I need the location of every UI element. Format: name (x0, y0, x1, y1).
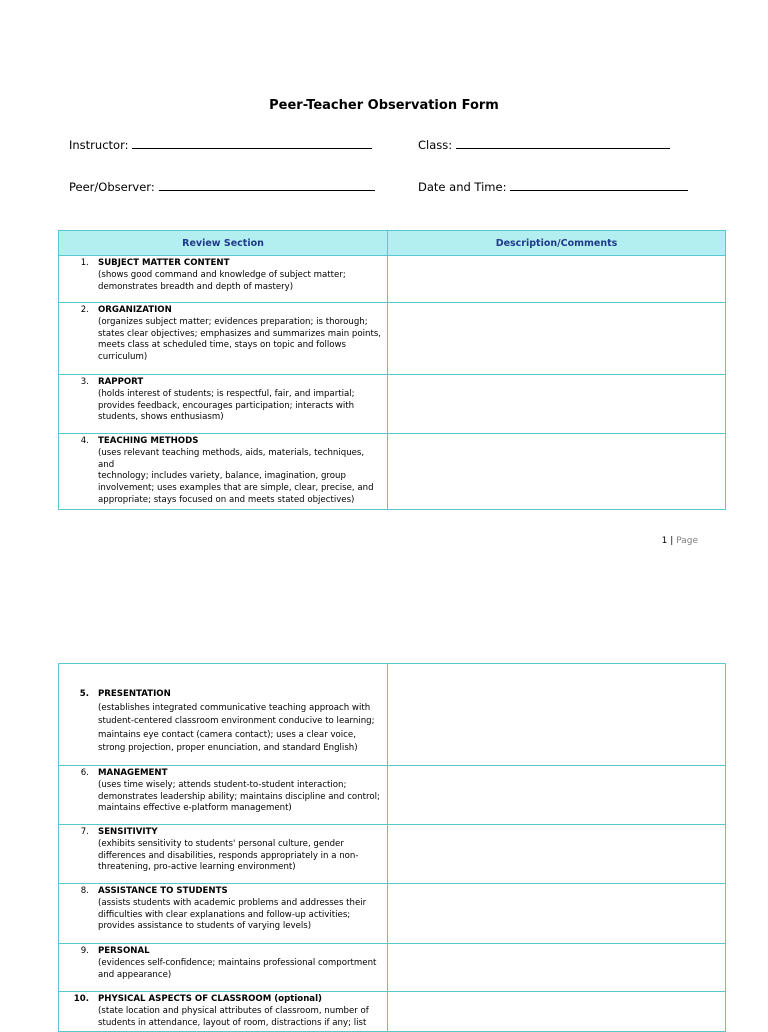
review-table-page2 (58, 663, 726, 1032)
datetime-field (418, 179, 688, 194)
review-table-page1 (58, 230, 726, 510)
review-item-physical-aspects: 10. PHYSICAL ASPECTS OF CLASSROOM (optional) (state location and physical attributes of classroom, number of students in attendance, layout of room, distractions if any; list (73, 994, 369, 1028)
table-row (59, 303, 726, 375)
review-item-management: 6. MANAGEMENT (uses time wisely; attends student-to-student interaction; demonstrates leadership ability; maintains discipline and control; maintains effective e-platform management) (80, 768, 380, 814)
datetime-blank[interactable] (510, 179, 688, 191)
page-separator: | (670, 536, 674, 546)
observer-field (69, 179, 375, 194)
comment-cell[interactable] (388, 992, 726, 1032)
table-row (59, 434, 726, 510)
review-section-header: Review Section (59, 231, 388, 256)
datetime-label: Date and Time: (418, 180, 507, 194)
instructor-field (69, 137, 372, 152)
table-row (59, 992, 726, 1032)
review-item-rapport: 3. RAPPORT (holds interest of students; is respectful, fair, and impartial; provides feedback, encourages participation; interacts with students, shows enthusiasm) (80, 377, 355, 423)
review-item-assistance: 8. ASSISTANCE TO STUDENTS (assists students with academic problems and addresses their difficulties with clear explanations and follow-up activities; provides assistance to students of varying levels) (80, 886, 367, 932)
table-row (59, 375, 726, 434)
class-label: Class: (418, 138, 453, 152)
observer-blank[interactable] (159, 179, 375, 191)
review-item-organization: 2. ORGANIZATION (organizes subject matter; evidences preparation; is thorough; states clear objectives; emphasizes and summarizes main points, meets class at scheduled time, stays on topic and follows curriculum) (80, 305, 382, 363)
table-row (59, 944, 726, 992)
review-item-subject-matter: 1. SUBJECT MATTER CONTENT (shows good command and knowledge of subject matter; demonstrates breadth and depth of mastery) (80, 258, 346, 292)
table-row (59, 766, 726, 825)
page-number: 1 (661, 536, 668, 546)
table-row (59, 664, 726, 766)
comment-cell[interactable] (388, 303, 726, 375)
comment-cell[interactable] (388, 766, 726, 825)
comment-cell[interactable] (388, 884, 726, 944)
comment-cell[interactable] (388, 256, 726, 303)
review-item-presentation: 5. PRESENTATION (establishes integrated communicative teaching approach with student-centered classroom environment conducive to learning; maintains eye contact (camera contact); uses a clear voice, strong projection, proper enunciation, and standard English) (79, 689, 375, 753)
page-footer (662, 536, 698, 546)
comment-cell[interactable] (388, 375, 726, 434)
comment-cell[interactable] (388, 944, 726, 992)
observer-label: Peer/Observer: (69, 180, 155, 194)
comment-cell[interactable] (388, 825, 726, 884)
table-row (59, 256, 726, 303)
table-header-row (59, 231, 726, 256)
review-item-teaching-methods: 4. TEACHING METHODS (uses relevant teaching methods, aids, materials, techniques, and technology; includes variety, balance, imagination, group involvement; uses examples that are simple, clear, precise, and appropriate; stays focused on and meets stated objectives) (80, 436, 374, 505)
class-blank[interactable] (456, 137, 670, 149)
instructor-blank[interactable] (132, 137, 372, 149)
comment-cell[interactable] (388, 664, 726, 766)
instructor-label: Instructor: (69, 138, 129, 152)
comment-cell[interactable] (388, 434, 726, 510)
table-row (59, 825, 726, 884)
review-item-personal: 9. PERSONAL (evidences self-confidence; maintains professional comportment and appearance) (80, 946, 377, 980)
page-label: Page (676, 536, 698, 546)
table-row (59, 884, 726, 944)
review-item-sensitivity: 7. SENSITIVITY (exhibits sensitivity to students' personal culture, gender differences and disabilities, responds appropriately in a non- threatening, pro-active learning environment) (80, 827, 359, 873)
class-field (418, 137, 670, 152)
form-title: Peer-Teacher Observation Form (269, 98, 499, 113)
comments-header: Description/Comments (388, 231, 726, 256)
